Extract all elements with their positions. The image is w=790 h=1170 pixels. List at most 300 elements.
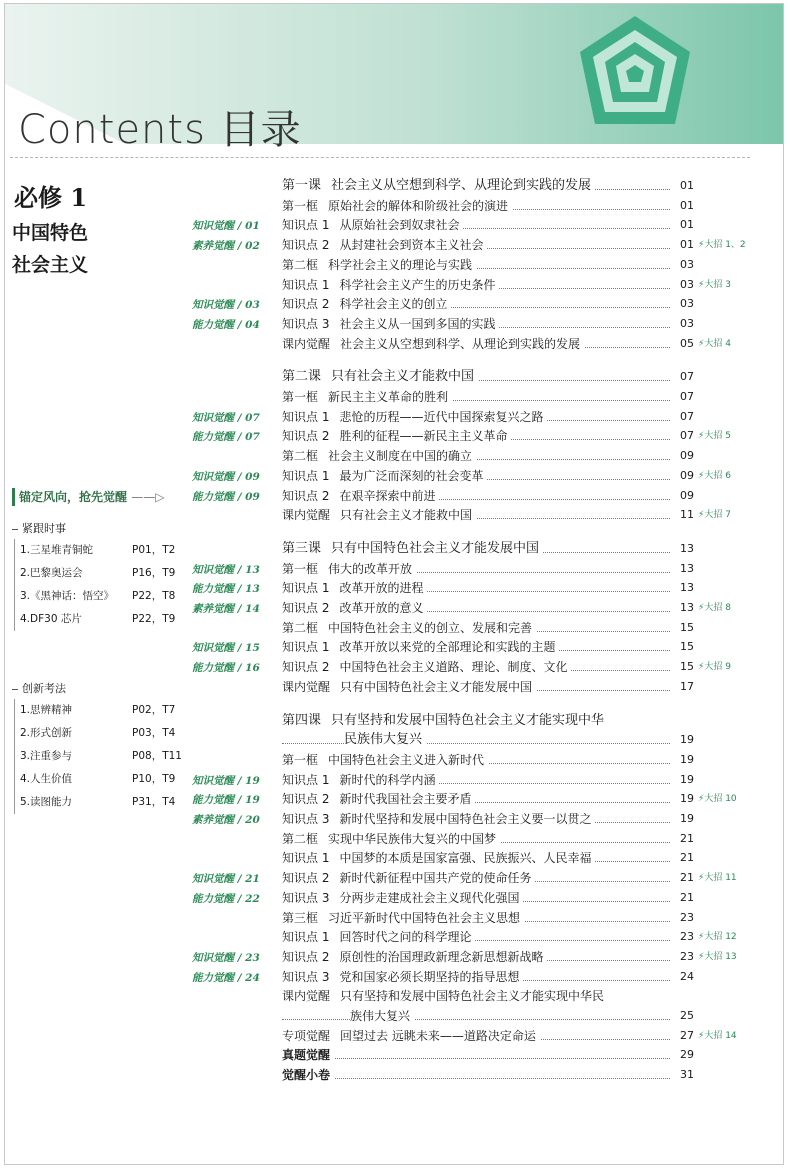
toc-row	[282, 426, 694, 446]
toc-page-number: 15	[680, 660, 694, 674]
toc-entry-prefix: 知识点 1	[282, 277, 330, 292]
sidebar-item-label: 3.注重参与	[20, 750, 73, 762]
volume-subtitle-line1: 中国特色	[12, 222, 89, 244]
toc-entry	[282, 809, 595, 829]
toc-entry-prefix: 知识点 1	[282, 640, 330, 655]
toc-entry	[282, 466, 487, 486]
toc-entry-title: 悲怆的历程——近代中国探索复兴之路	[339, 409, 544, 424]
toc-entry-prefix: 知识点 1	[282, 851, 330, 866]
lightning-icon: ⚡	[698, 470, 705, 481]
toc-entry-prefix: 知识点 3	[282, 890, 330, 905]
toc-entry-title: 最为广泛而深刻的社会变革	[339, 468, 484, 483]
sidebar-item-page: P10，T9	[132, 773, 176, 785]
toc-entry	[282, 677, 536, 697]
toc-row	[282, 1006, 694, 1026]
lightning-icon: ⚡	[698, 1030, 705, 1041]
toc-entry	[282, 539, 543, 559]
toc-entry	[282, 711, 608, 731]
toc-entry-title: 改革开放以来党的全部理论和实践的主题	[339, 640, 556, 655]
sidebar-item-label: 3.《黑神话：悟空》	[20, 590, 115, 602]
lightning-icon: ⚡	[698, 951, 705, 962]
toc-entry	[282, 215, 463, 235]
toc-entry-title: 社会主义从空想到科学、从理论到实践的发展	[331, 178, 592, 193]
sidebar-item-label: 1.三星堆青铜蛇	[20, 544, 94, 556]
toc-page-number: 23	[680, 949, 694, 963]
toc-lesson-row	[282, 176, 694, 196]
toc-entry-title: 伟大的改革开放	[328, 561, 413, 576]
toc-row	[282, 446, 694, 466]
toc-entry-title: 科学社会主义的创立	[339, 297, 448, 312]
toc-entry-title: 回答时代之问的科学理论	[339, 930, 472, 945]
toc-entry	[282, 334, 584, 354]
toc-row	[282, 1026, 694, 1046]
toc-row	[282, 314, 694, 334]
toc-row	[282, 235, 694, 255]
toc-page-number: 07	[680, 370, 694, 384]
lightning-icon: ⚡	[698, 873, 705, 884]
toc-entry-title: 原始社会的解体和阶级社会的演进	[328, 198, 509, 213]
toc-page-number: 03	[680, 297, 694, 311]
toc-entry	[282, 986, 608, 1006]
toc-entry	[282, 618, 536, 638]
lightning-icon: ⚡	[698, 240, 705, 251]
toc-entry-title: 原创性的治国理政新理念新思想新战略	[339, 949, 544, 964]
toc-page-number: 19	[680, 772, 694, 786]
toc-row	[282, 967, 694, 987]
toc-row	[282, 1045, 694, 1065]
toc-entry-title: 只有社会主义才能救中国	[331, 369, 475, 385]
big-tip-label: 大招 5	[704, 431, 731, 442]
toc-row	[282, 559, 694, 579]
toc-entry-title: 真题觉醒	[282, 1048, 331, 1063]
toc-entry-prefix: 课内觉醒	[282, 336, 331, 351]
toc-row	[282, 986, 694, 1006]
section-tag-label: 能力觉醒 / 19	[192, 794, 260, 807]
toc-lesson-row	[282, 711, 694, 731]
toc-page-number: 24	[680, 969, 694, 983]
toc-page-number: 15	[680, 640, 694, 654]
toc-entry-title: 在艰辛探索中前进	[339, 488, 436, 503]
toc-entry	[282, 637, 559, 657]
toc-row	[282, 888, 694, 908]
toc-entry-prefix: 第三课	[282, 540, 322, 556]
toc-page-number: 21	[680, 851, 694, 865]
toc-row	[282, 215, 694, 235]
big-tip-badge	[698, 275, 731, 295]
section-tag-label: 能力觉醒 / 07	[192, 431, 260, 444]
big-tip-label: 大招 3	[704, 279, 731, 290]
toc-row	[282, 294, 694, 314]
toc-row	[282, 486, 694, 506]
section-tag-label: 素养觉醒 / 14	[192, 603, 260, 615]
section-tag-label: 素养觉醒 / 20	[192, 814, 260, 826]
toc-dot-leader	[282, 1058, 670, 1059]
toc-entry	[282, 407, 547, 427]
sidebar-item	[15, 562, 191, 585]
sidebar-item	[15, 539, 191, 562]
big-tip-label: 大招 1、2	[704, 240, 746, 251]
toc-entry-prefix: 第三框	[282, 910, 319, 925]
toc-row	[282, 255, 694, 275]
sidebar-item-page: P31，T4	[132, 796, 176, 808]
toc-page-number: 01	[680, 198, 694, 212]
toc-page-number: 21	[680, 831, 694, 845]
sidebar-item	[15, 699, 191, 722]
toc-entry	[282, 578, 427, 598]
sidebar-category-label: 创新考法	[12, 680, 66, 698]
toc-entry	[282, 657, 571, 677]
toc-entry-title: 社会主义从空想到科学、从理论到实践的发展	[340, 336, 581, 351]
toc-page-number: 03	[680, 257, 694, 271]
toc-entry-title: 中国特色社会主义进入新时代	[328, 752, 485, 767]
toc-lesson-row	[282, 539, 694, 559]
toc-entry-title: 中国特色社会主义的创立、发展和完善	[328, 620, 533, 635]
big-tip-label: 大招 13	[704, 951, 737, 962]
toc-entry-prefix: 知识点 3	[282, 316, 330, 331]
toc-entry	[282, 255, 476, 275]
sidebar-item-label: 2.巴黎奥运会	[20, 567, 83, 579]
big-tip-label: 大招 4	[704, 338, 731, 349]
toc-row	[282, 750, 694, 770]
big-tip-label: 大招 12	[704, 932, 737, 943]
toc-row	[282, 466, 694, 486]
toc-entry-prefix: 第二框	[282, 449, 319, 464]
toc-page-number: 27	[680, 1028, 694, 1042]
toc-page-number: 13	[680, 561, 694, 575]
toc-page-number: 13	[680, 541, 694, 555]
toc-entry-prefix: 知识点 2	[282, 660, 330, 675]
toc-page-number: 01	[680, 218, 694, 232]
section-tag-label: 能力觉醒 / 09	[192, 490, 260, 503]
toc-entry-title: 只有坚持和发展中国特色社会主义才能实现中华	[331, 712, 605, 728]
toc-row	[282, 598, 694, 618]
lightning-icon: ⚡	[698, 510, 705, 521]
toc-dot-leader	[282, 743, 670, 744]
toc-entry	[282, 196, 512, 216]
big-tip-badge	[698, 235, 746, 255]
sidebar-item-label: 2.形式创新	[20, 727, 73, 739]
toc-entry-prefix: 课内觉醒	[282, 679, 331, 694]
toc-entry-prefix: 知识点 2	[282, 871, 330, 886]
toc-entry-prefix: 第二框	[282, 831, 319, 846]
toc-entry-prefix: 知识点 1	[282, 409, 330, 424]
toc-entry-title: 新时代我国社会主要矛盾	[339, 792, 472, 807]
toc-page-number: 01	[680, 179, 694, 192]
toc-entry-title: 改革开放的意义	[339, 601, 424, 615]
section-tag-label: 知识觉醒 / 13	[192, 563, 260, 576]
section-tag-label: 能力觉醒 / 22	[192, 892, 260, 905]
sidebar-box	[12, 488, 182, 506]
big-tip-label: 大招 11	[704, 873, 737, 884]
sidebar-item-label: 5.读图能力	[20, 796, 73, 808]
big-tip-label: 大招 9	[704, 662, 731, 673]
toc-entry-prefix: 第一框	[282, 752, 319, 767]
toc-entry-prefix: 专项觉醒	[282, 1028, 331, 1043]
header-divider	[10, 157, 750, 158]
toc-entry	[282, 446, 476, 466]
sidebar-item-page: P22，T8	[132, 590, 176, 602]
sidebar-item	[15, 722, 191, 745]
toc-dot-leader	[282, 1078, 670, 1079]
toc-entry	[282, 1065, 334, 1085]
toc-entry-prefix: 知识点 2	[282, 601, 330, 615]
toc-entry-prefix: 知识点 2	[282, 297, 330, 312]
toc-page-number: 19	[680, 812, 694, 825]
toc-page-number: 03	[680, 277, 694, 291]
sidebar-box-title	[12, 488, 182, 506]
toc-page-number: 07	[680, 409, 694, 423]
toc-page-number: 13	[680, 581, 694, 595]
toc-entry-prefix: 知识点 2	[282, 949, 330, 964]
big-tip-badge	[698, 466, 731, 486]
sidebar-item	[15, 745, 191, 768]
toc-entry	[282, 789, 475, 809]
sidebar-category	[12, 520, 66, 538]
toc-entry-prefix: 知识点 3	[282, 969, 330, 984]
big-tip-label: 大招 8	[704, 603, 731, 613]
toc-entry	[344, 730, 426, 750]
toc-page-number: 31	[680, 1068, 694, 1082]
section-tag-label: 素养觉醒 / 02	[192, 240, 260, 253]
toc-row	[282, 947, 694, 967]
toc-entry-prefix: 知识点 3	[282, 812, 330, 826]
lightning-icon: ⚡	[698, 279, 705, 290]
toc-entry	[282, 294, 451, 314]
toc-page-number: 23	[680, 930, 694, 944]
sidebar-category	[12, 680, 66, 698]
lightning-icon: ⚡	[698, 431, 705, 442]
toc-entry	[282, 868, 535, 888]
section-tag-label: 知识觉醒 / 03	[192, 299, 260, 312]
toc-row	[282, 637, 694, 657]
toc-entry-title: 民族伟大复兴	[344, 732, 423, 748]
toc-row	[282, 578, 694, 598]
toc-entry	[282, 967, 523, 987]
toc-page-number: 23	[680, 910, 694, 924]
toc-entry	[282, 387, 452, 407]
toc-entry-title: 社会主义制度在中国的确立	[328, 449, 473, 464]
toc-row	[282, 334, 694, 354]
toc-entry-title: 实现中华民族伟大复兴的中国梦	[328, 831, 497, 846]
toc-page-number: 21	[680, 890, 694, 904]
toc-entry	[282, 947, 547, 967]
lightning-icon: ⚡	[698, 662, 705, 673]
sidebar-list	[14, 539, 191, 631]
toc-entry	[282, 426, 511, 446]
toc-entry-title: 只有中国特色社会主义才能发展中国	[340, 679, 533, 694]
toc-entry-title: 从原始社会到奴隶社会	[339, 218, 460, 233]
section-tag-label: 能力觉醒 / 13	[192, 583, 260, 596]
toc-page-number: 09	[680, 468, 694, 482]
sidebar-item-page: P02，T7	[132, 704, 176, 716]
lightning-icon: ⚡	[698, 932, 705, 943]
page-title: Contents 目录	[18, 107, 302, 153]
big-tip-label: 大招 10	[704, 794, 737, 805]
toc-entry	[282, 770, 439, 790]
toc-row	[282, 868, 694, 888]
toc-lesson-row	[282, 730, 694, 750]
toc-row	[282, 618, 694, 638]
toc-row	[282, 829, 694, 849]
toc-entry-prefix: 知识点 2	[282, 792, 330, 807]
sidebar-item	[15, 791, 191, 814]
sidebar-box-title-text: 锚定风向，抢先觉醒	[19, 490, 128, 504]
toc-page-number: 13	[680, 601, 694, 614]
toc-entry	[350, 1006, 414, 1026]
toc-entry-prefix: 第二课	[282, 369, 322, 385]
section-tag-label: 知识觉醒 / 01	[192, 220, 260, 233]
toc-row	[282, 809, 694, 829]
sidebar-item-page: P01，T2	[132, 544, 176, 556]
toc-entry-title: 从封建社会到资本主义社会	[339, 238, 484, 253]
toc-entry-prefix: 第二框	[282, 620, 319, 635]
toc-entry-prefix: 课内觉醒	[282, 508, 331, 523]
toc-entry-prefix: 知识点 1	[282, 468, 330, 483]
toc-entry-prefix: 第四课	[282, 712, 322, 728]
toc-row	[282, 677, 694, 697]
toc-entry-title: 中国特色社会主义道路、理论、制度、文化	[339, 660, 568, 675]
toc-page-number: 19	[680, 733, 694, 747]
toc-entry	[282, 559, 416, 579]
toc-page-number: 11	[680, 508, 694, 522]
toc-entry-prefix: 第一框	[282, 390, 319, 404]
toc-page-number: 17	[680, 679, 694, 693]
toc-entry	[282, 927, 475, 947]
toc-row	[282, 505, 694, 525]
toc-entry-prefix: 第一框	[282, 561, 319, 576]
toc-entry-title: 觉醒小卷	[282, 1068, 331, 1083]
toc-entry	[282, 888, 523, 908]
toc-entry	[282, 908, 524, 928]
big-tip-badge	[698, 947, 737, 967]
toc-entry-prefix: 知识点 1	[282, 581, 330, 596]
toc-entry	[282, 314, 499, 334]
toc-page-number: 21	[680, 871, 694, 885]
toc-entry-title: 回望过去 远眺未来——道路决定命运	[340, 1028, 536, 1043]
toc-entry-title: 习近平新时代中国特色社会主义思想	[328, 910, 521, 925]
sidebar-item-page: P22，T9	[132, 613, 176, 625]
lightning-icon: ⚡	[698, 794, 705, 805]
toc-row	[282, 770, 694, 790]
big-tip-badge	[698, 334, 731, 354]
toc-page-number: 05	[680, 336, 694, 350]
big-tip-badge	[698, 868, 737, 888]
toc-entry	[282, 829, 500, 849]
toc-entry-title: 中国梦的本质是国家富强、民族振兴、人民幸福	[339, 851, 592, 866]
toc-entry-title: 新时代的科学内涵	[339, 772, 436, 787]
toc-entry-title: 社会主义从一国到多国的实践	[339, 316, 496, 331]
toc-entry-title: 只有社会主义才能救中国	[340, 508, 473, 523]
toc-row	[282, 908, 694, 928]
toc-row	[282, 657, 694, 677]
section-tag-label: 能力觉醒 / 04	[192, 318, 260, 331]
toc-entry-prefix: 第二框	[282, 257, 319, 272]
sidebar-item	[15, 608, 191, 631]
toc-row	[282, 927, 694, 947]
toc-entry-prefix: 第一课	[282, 178, 322, 193]
section-tag-label: 知识觉醒 / 09	[192, 470, 260, 483]
toc-entry	[282, 505, 476, 525]
sidebar-list	[14, 699, 191, 814]
toc-entry	[282, 367, 478, 387]
sidebar-item-label: 1.思辨精神	[20, 704, 73, 716]
toc-page-number: 09	[680, 488, 694, 502]
volume-subtitle-line2: 社会主义	[12, 254, 89, 276]
toc-entry-title: 族伟大复兴	[350, 1009, 411, 1023]
toc-entry-title: 只有坚持和发展中国特色社会主义才能实现中华民	[340, 989, 605, 1004]
toc-page-number: 25	[680, 1009, 694, 1022]
toc-entry-title: 新时代坚持和发展中国特色社会主义要一以贯之	[339, 812, 592, 826]
big-tip-badge	[698, 505, 731, 525]
toc-entry	[282, 235, 487, 255]
sidebar-item-label: 4.人生价值	[20, 773, 73, 785]
toc-dot-leader	[282, 1019, 670, 1020]
toc-entry	[282, 275, 499, 295]
section-tag-label: 知识觉醒 / 19	[192, 774, 260, 787]
toc-entry-title: 只有中国特色社会主义才能发展中国	[331, 540, 540, 556]
toc-entry-title: 胜利的征程——新民主主义革命	[339, 429, 508, 444]
toc-row	[282, 407, 694, 427]
sidebar-category-label: 紧跟时事	[12, 520, 66, 538]
toc-entry-prefix: 知识点 2	[282, 429, 330, 444]
arrow-right-icon: ——▷	[131, 490, 165, 504]
lightning-icon: ⚡	[698, 603, 705, 613]
toc-entry-title: 科学社会主义的理论与实践	[328, 257, 473, 272]
toc-page-number: 29	[680, 1048, 694, 1062]
big-tip-label: 大招 6	[704, 470, 731, 481]
toc-page-number: 03	[680, 316, 694, 330]
toc-row	[282, 1065, 694, 1085]
toc-page-number: 19	[680, 752, 694, 766]
toc-entry-title: 分两步走建成社会主义现代化强国	[339, 890, 520, 905]
big-tip-badge	[698, 789, 737, 809]
toc-entry	[282, 176, 595, 196]
toc-row	[282, 196, 694, 216]
toc-entry	[282, 1045, 334, 1065]
section-tag-label: 知识觉醒 / 23	[192, 951, 260, 964]
toc-entry-prefix: 课内觉醒	[282, 989, 331, 1004]
toc-entry-title: 新时代新征程中国共产党的使命任务	[339, 871, 532, 886]
toc-entry	[282, 486, 439, 506]
section-tag-label: 知识觉醒 / 07	[192, 411, 260, 424]
toc-lesson-row	[282, 367, 694, 387]
lightning-icon: ⚡	[698, 338, 705, 349]
big-tip-badge	[698, 927, 737, 947]
big-tip-badge	[698, 598, 731, 618]
toc-entry	[282, 1026, 540, 1046]
big-tip-badge	[698, 426, 731, 446]
toc-entry-title: 新民主主义革命的胜利	[328, 390, 449, 404]
toc-entry-prefix: 知识点 2	[282, 238, 330, 253]
toc-page-number: 07	[680, 390, 694, 403]
toc-entry-title: 党和国家必须长期坚持的指导思想	[339, 969, 520, 984]
toc-row	[282, 387, 694, 407]
big-tip-badge	[698, 1026, 737, 1046]
toc-page-number: 09	[680, 449, 694, 463]
toc-row	[282, 789, 694, 809]
volume-title: 必修 1	[14, 183, 88, 212]
sidebar-item-label: 4.DF30 芯片	[20, 613, 82, 625]
toc-entry-title: 科学社会主义产生的历史条件	[339, 277, 496, 292]
big-tip-label: 大招 7	[704, 510, 731, 521]
section-tag-label: 能力觉醒 / 24	[192, 971, 260, 984]
big-tip-label: 大招 14	[704, 1030, 737, 1041]
toc-entry	[282, 848, 595, 868]
toc-entry-prefix: 知识点 2	[282, 488, 330, 503]
toc-page-number: 07	[680, 429, 694, 443]
toc-row	[282, 848, 694, 868]
section-tag-label: 知识觉醒 / 21	[192, 873, 260, 886]
